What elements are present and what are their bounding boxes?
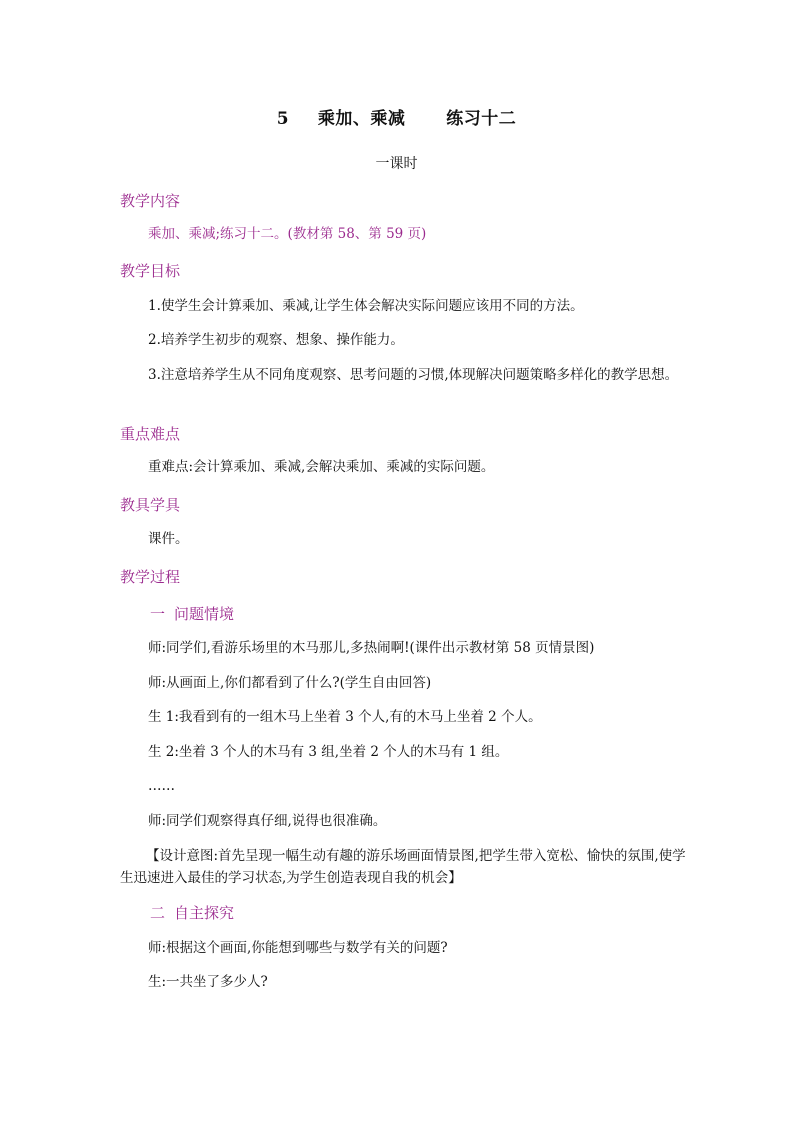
heading-teaching-goals: 教学目标 — [120, 262, 181, 280]
dialogue-line-5: 师:同学们观察得真仔细,说得也很准确。 — [148, 813, 387, 829]
dialogue-ellipsis: …… — [148, 778, 175, 794]
dialogue-line-7: 生:一共坐了多少人? — [148, 974, 268, 990]
lesson-number: 5 — [276, 109, 290, 129]
heading-key-points: 重点难点 — [120, 425, 181, 443]
teaching-tools-text: 课件。 — [148, 531, 189, 547]
goal-item-1: 1.使学生会计算乘加、乘减,让学生体会解决实际问题应该用不同的方法。 — [148, 298, 584, 314]
part1-title: 问题情境 — [174, 605, 235, 623]
dialogue-line-3: 生 1:我看到有的一组木马上坐着 3 个人,有的木马上坐着 2 个人。 — [148, 709, 542, 725]
heading-teaching-content: 教学内容 — [120, 192, 181, 210]
lesson-title — [0, 104, 793, 129]
dialogue-line-6: 师:根据这个画面,你能想到哪些与数学有关的问题? — [148, 940, 448, 956]
dialogue-line-4: 生 2:坐着 3 个人的木马有 3 组,坐着 2 个人的木马有 1 组。 — [148, 744, 509, 760]
part1-number: 一 — [150, 605, 166, 623]
goal-item-3: 3.注意培养学生从不同角度观察、思考问题的习惯,体现解决问题策略多样化的教学思想。 — [148, 367, 679, 383]
goal-item-2: 2.培养学生初步的观察、想象、操作能力。 — [148, 332, 404, 348]
dialogue-line-1: 师:同学们,看游乐场里的木马那儿,多热闹啊!(课件出示教材第 58 页情景图) — [148, 640, 595, 656]
teaching-content-text: 乘加、乘减;练习十二。(教材第 58、第 59 页) — [148, 226, 427, 242]
lesson-main-title: 乘加、乘减 — [317, 109, 406, 129]
heading-teaching-tools: 教具学具 — [120, 496, 181, 514]
subheading-problem-situation — [150, 603, 234, 624]
part2-title: 自主探究 — [174, 904, 235, 922]
subheading-self-exploration — [150, 902, 234, 923]
key-points-text: 重难点:会计算乘加、乘减,会解决乘加、乘减的实际问题。 — [148, 459, 495, 475]
lesson-subtitle: 一课时 — [375, 156, 418, 172]
design-intent-note: 【设计意图:首先呈现一幅生动有趣的游乐场画面情景图,把学生带入宽松、愉快的氛围,使学生迅速进入最佳的学习状态,为学生创造表现自我的机会】 — [120, 848, 686, 886]
lesson-extra-title: 练习十二 — [446, 109, 517, 129]
heading-teaching-process: 教学过程 — [120, 568, 181, 586]
dialogue-line-2: 师:从画面上,你们都看到了什么?(学生自由回答) — [148, 675, 432, 691]
part2-number: 二 — [150, 904, 166, 922]
